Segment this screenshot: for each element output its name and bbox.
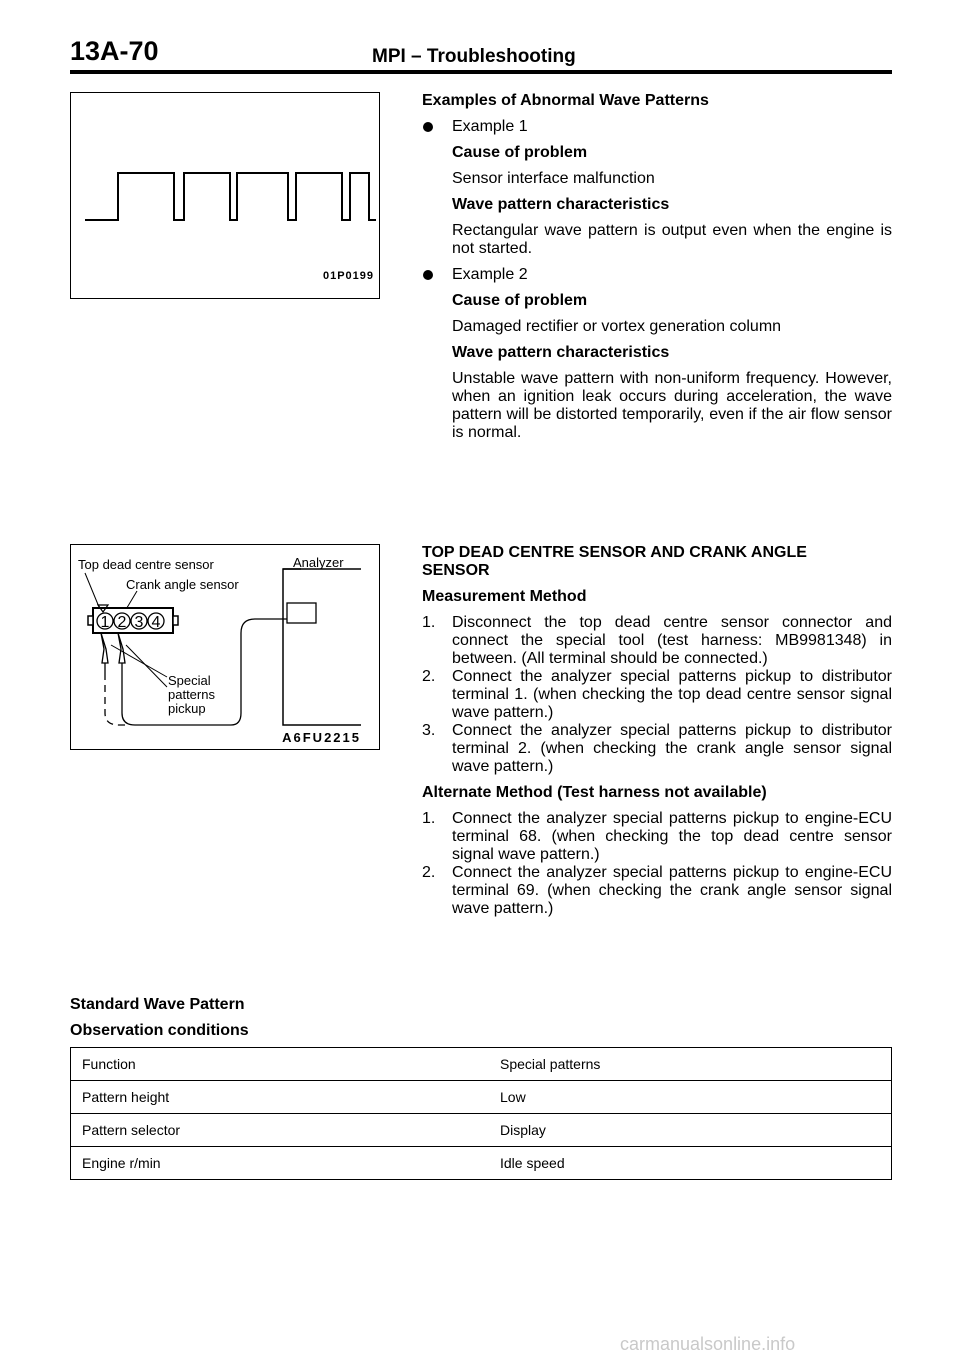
observation-heading: Observation conditions <box>70 1022 249 1039</box>
pin-1: 1 <box>100 614 110 631</box>
characteristics-text: Unstable wave pattern with non-uniform frequency. However, when an ignition leak occurs during acceleration, the wave pattern will be distorted temporarily, even if the air flow sensor is normal. <box>452 370 892 441</box>
step-text: Connect the analyzer special patterns pickup to distributor terminal 1. (when checking the top dead centre sensor signal wave pattern.) <box>452 668 892 721</box>
cause-heading: Cause of problem <box>452 292 588 309</box>
measurement-step <box>422 722 892 776</box>
sensor-connection-diagram <box>71 545 381 751</box>
table-row <box>71 1048 892 1081</box>
label-tdc-sensor: Top dead centre sensor <box>78 557 214 572</box>
alternate-step <box>422 810 892 864</box>
step-number: 2. <box>422 864 436 881</box>
page-title: MPI – Troubleshooting <box>372 46 576 67</box>
step-text: Connect the analyzer special patterns pickup to distributor terminal 2. (when checking the crank angle sensor signal wave pattern.) <box>452 722 892 775</box>
section-heading: TOP DEAD CENTRE SENSOR AND CRANK ANGLE <box>422 544 807 561</box>
characteristics-text: Rectangular wave pattern is output even when the engine is not started. <box>452 222 892 257</box>
step-text: Connect the analyzer special patterns pickup to engine-ECU terminal 68. (when checking the top dead centre sensor signal wave pattern.) <box>452 810 892 863</box>
measurement-heading: Measurement Method <box>422 588 587 605</box>
section-heading: Examples of Abnormal Wave Patterns <box>422 92 709 109</box>
label-analyzer: Analyzer <box>293 555 344 570</box>
figure-abnormal-wave <box>70 92 380 299</box>
figure-sensor-connection <box>70 544 380 750</box>
measurement-step <box>422 668 892 722</box>
section-heading-cont: SENSOR <box>422 562 490 579</box>
condition-label: Pattern selector <box>71 1114 490 1147</box>
condition-value: Special patterns <box>489 1048 892 1081</box>
standard-heading: Standard Wave Pattern <box>70 996 245 1013</box>
label-crank-sensor: Crank angle sensor <box>126 577 239 592</box>
label-special-1: Special <box>168 673 211 688</box>
condition-label: Pattern height <box>71 1081 490 1114</box>
figure-code: 01P0199 <box>322 270 374 282</box>
cause-text: Sensor interface malfunction <box>452 170 655 187</box>
condition-label: Function <box>71 1048 490 1081</box>
alternate-heading: Alternate Method (Test harness not available) <box>422 784 767 801</box>
figure-code: A6FU2215 <box>282 730 361 745</box>
observation-conditions-table <box>70 1047 892 1180</box>
tdc-sensor-section <box>422 544 892 918</box>
example-2-title <box>422 266 892 284</box>
rectangular-wave-pattern <box>71 93 381 300</box>
step-number: 2. <box>422 668 436 685</box>
pin-2: 2 <box>117 614 127 631</box>
characteristics-heading: Wave pattern characteristics <box>452 344 670 361</box>
condition-value: Idle speed <box>489 1147 892 1180</box>
standard-wave-section <box>70 996 249 1040</box>
abnormal-wave-section <box>422 92 892 442</box>
label-special-3: pickup <box>168 701 206 716</box>
bullet-icon <box>423 270 433 280</box>
step-number: 1. <box>422 810 436 827</box>
measurement-step <box>422 614 892 668</box>
pin-3: 3 <box>134 614 144 631</box>
table-row <box>71 1081 892 1114</box>
alternate-step <box>422 864 892 918</box>
label-special-patterns-pickup <box>168 674 215 716</box>
example-title: Example 1 <box>452 118 528 135</box>
table-row <box>71 1114 892 1147</box>
header-rule <box>70 70 892 74</box>
watermark: carmanualsonline.info <box>620 1334 796 1354</box>
example-1-title <box>422 118 892 136</box>
step-text: Connect the analyzer special patterns pickup to engine-ECU terminal 69. (when checking the crank angle sensor signal wave pattern.) <box>452 864 892 917</box>
label-special-2: patterns <box>168 687 215 702</box>
condition-value: Low <box>489 1081 892 1114</box>
condition-label: Engine r/min <box>71 1147 490 1180</box>
characteristics-heading: Wave pattern characteristics <box>452 196 670 213</box>
table-row <box>71 1147 892 1180</box>
step-text: Disconnect the top dead centre sensor connector and connect the special tool (test harness: MB9981348) in between. (All terminal should be connected.) <box>452 614 892 667</box>
cause-text: Damaged rectifier or vortex generation column <box>452 318 782 335</box>
step-number: 1. <box>422 614 436 631</box>
cause-heading: Cause of problem <box>452 144 588 161</box>
step-number: 3. <box>422 722 436 739</box>
pin-4: 4 <box>151 614 161 631</box>
analyzer-box <box>287 603 316 623</box>
page-number: 13A-70 <box>70 36 159 66</box>
condition-value: Display <box>489 1114 892 1147</box>
bullet-icon <box>423 122 433 132</box>
example-title: Example 2 <box>452 266 528 283</box>
